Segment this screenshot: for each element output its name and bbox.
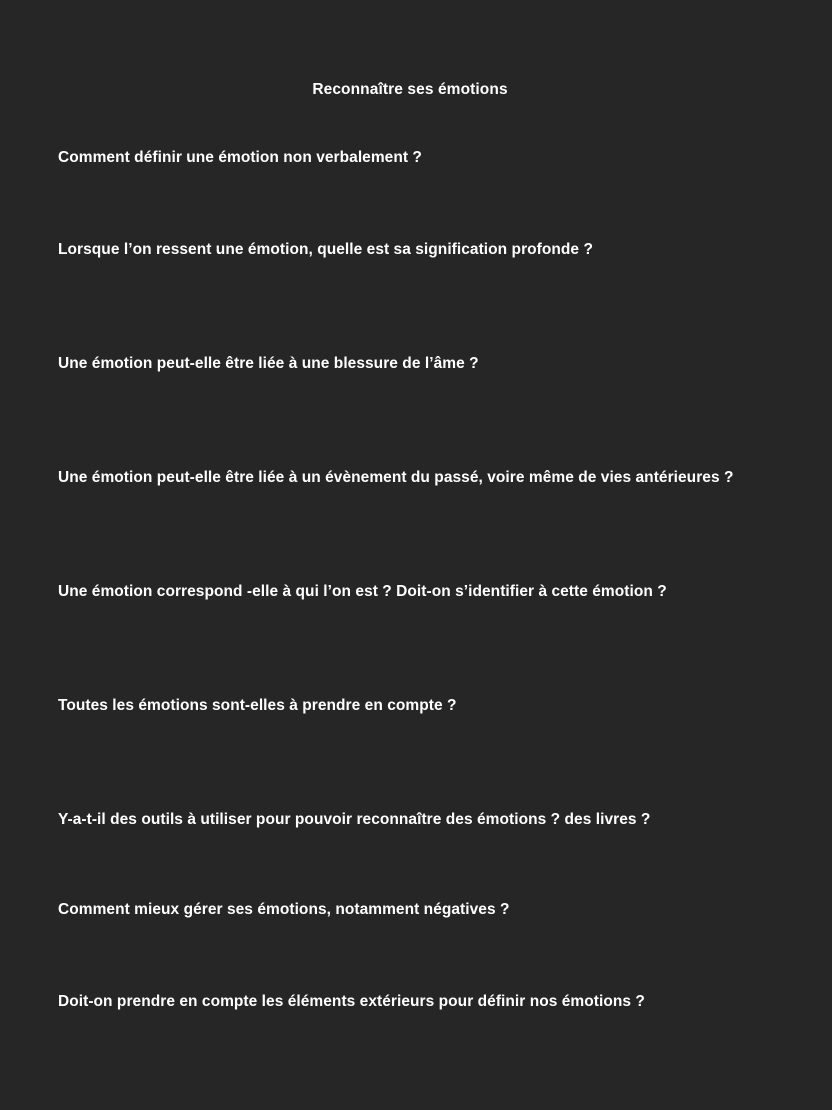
question-3: Une émotion peut-elle être liée à une blessure de l’âme ? (58, 355, 479, 372)
question-1: Comment définir une émotion non verbalement ? (58, 149, 422, 166)
question-2: Lorsque l’on ressent une émotion, quelle est sa signification profonde ? (58, 241, 593, 258)
question-7: Y-a-t-il des outils à utiliser pour pouvoir reconnaître des émotions ? des livres ? (58, 811, 651, 828)
question-6: Toutes les émotions sont-elles à prendre en compte ? (58, 697, 457, 714)
question-9: Doit-on prendre en compte les éléments extérieurs pour définir nos émotions ? (58, 993, 645, 1010)
question-8: Comment mieux gérer ses émotions, notamment négatives ? (58, 901, 510, 918)
document-title: Reconnaître ses émotions (312, 81, 508, 98)
question-4: Une émotion peut-elle être liée à un évènement du passé, voire même de vies antérieures ? (58, 469, 734, 486)
question-5: Une émotion correspond -elle à qui l’on est ? Doit-on s’identifier à cette émotion ? (58, 583, 667, 600)
